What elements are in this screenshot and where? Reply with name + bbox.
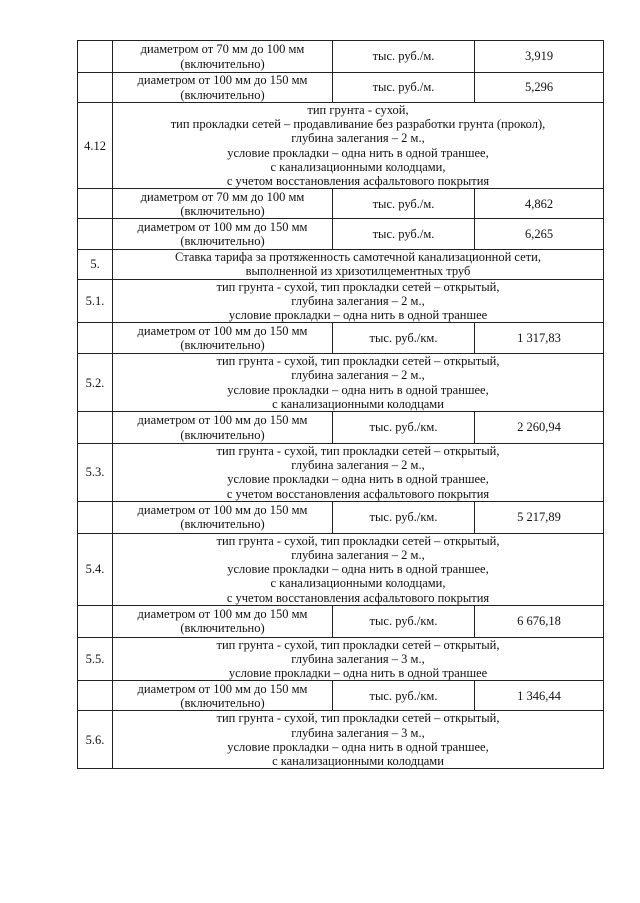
tariff-table [77, 40, 604, 769]
description-line: тип грунта - сухой, тип прокладки сетей – открытый, [216, 711, 500, 726]
section-header-row [78, 279, 604, 323]
unit-cell: тыс. руб./км. [333, 323, 475, 354]
tariff-value-row [78, 605, 604, 637]
diameter-text: диаметром от 70 мм до 100 мм [140, 42, 305, 57]
section-header-row [78, 533, 604, 605]
diameter-text: диаметром от 100 мм до 150 мм [137, 681, 308, 696]
tariff-value-row [78, 189, 604, 219]
description-line: тип грунта - сухой, [307, 103, 409, 117]
section-number: 5.1. [78, 279, 113, 323]
row-number-cell [78, 189, 113, 219]
section-description [113, 354, 604, 412]
unit-cell: тыс. руб./м. [333, 41, 475, 73]
tariff-value-cell: 3,919 [475, 41, 604, 73]
diameter-text: диаметром от 100 мм до 150 мм [137, 220, 308, 235]
diameter-cell [113, 412, 333, 444]
diameter-cell [113, 41, 333, 73]
unit-cell: тыс. руб./км. [333, 501, 475, 533]
tariff-value-cell: 6 676,18 [475, 605, 604, 637]
diameter-text: (включительно) [180, 517, 265, 532]
description-line: глубина залегания – 2 м., [291, 131, 425, 146]
tariff-value-cell: 2 260,94 [475, 412, 604, 444]
tariff-value-cell: 6,265 [475, 219, 604, 250]
diameter-text: (включительно) [180, 338, 265, 353]
unit-cell: тыс. руб./км. [333, 681, 475, 711]
unit-cell: тыс. руб./км. [333, 605, 475, 637]
description-line: глубина залегания – 3 м., [291, 652, 425, 667]
diameter-text: диаметром от 100 мм до 150 мм [137, 607, 308, 622]
description-line: тип грунта - сухой, тип прокладки сетей – открытый, [216, 444, 500, 459]
section-number: 5. [78, 250, 113, 279]
description-line: условие прокладки – одна нить в одной траншее, [227, 562, 489, 577]
unit-cell: тыс. руб./м. [333, 73, 475, 103]
tariff-value-cell: 1 317,83 [475, 323, 604, 354]
tariff-value-row [78, 73, 604, 103]
section-header-row [78, 354, 604, 412]
section-header-row [78, 444, 604, 502]
unit-cell: тыс. руб./м. [333, 189, 475, 219]
section-header-row [78, 103, 604, 189]
section-description [113, 250, 604, 279]
section-number: 5.5. [78, 637, 113, 681]
diameter-text: диаметром от 70 мм до 100 мм [140, 189, 305, 204]
section-header-row [78, 637, 604, 681]
description-line: глубина залегания – 2 м., [291, 458, 425, 473]
diameter-text: (включительно) [180, 56, 265, 71]
tariff-value-cell: 5,296 [475, 73, 604, 103]
diameter-cell [113, 681, 333, 711]
section-number: 5.2. [78, 354, 113, 412]
diameter-text: (включительно) [180, 695, 265, 710]
diameter-cell [113, 219, 333, 250]
description-line: тип грунта - сухой, тип прокладки сетей – открытый, [216, 637, 500, 652]
row-number-cell [78, 323, 113, 354]
diameter-text: диаметром от 100 мм до 150 мм [137, 73, 308, 88]
row-number-cell [78, 605, 113, 637]
diameter-text: (включительно) [180, 203, 265, 218]
description-line: Ставка тарифа за протяженность самотечной канализационной сети, [175, 250, 541, 265]
diameter-cell [113, 605, 333, 637]
description-line: условие прокладки – одна нить в одной траншее, [227, 472, 489, 487]
description-line: с канализационными колодцами, [270, 159, 446, 174]
diameter-text: диаметром от 100 мм до 150 мм [137, 503, 308, 518]
description-line: условие прокладки – одна нить в одной траншее, [227, 739, 489, 754]
section-description [113, 637, 604, 681]
description-line: глубина залегания – 2 м., [291, 293, 425, 308]
description-line: выполненной из хризотилцементных труб [245, 264, 471, 279]
diameter-text: (включительно) [180, 427, 265, 442]
tariff-value-cell: 1 346,44 [475, 681, 604, 711]
description-line: условие прокладки – одна нить в одной траншее [228, 308, 488, 323]
row-number-cell [78, 412, 113, 444]
row-number-cell [78, 501, 113, 533]
diameter-cell [113, 73, 333, 103]
row-number-cell [78, 219, 113, 250]
section-number: 5.4. [78, 533, 113, 605]
description-line: условие прокладки – одна нить в одной траншее, [227, 145, 489, 160]
tariff-value-cell: 4,862 [475, 189, 604, 219]
section-number: 5.3. [78, 444, 113, 502]
section-description [113, 533, 604, 605]
diameter-cell [113, 189, 333, 219]
tariff-value-row [78, 412, 604, 444]
diameter-text: (включительно) [180, 234, 265, 249]
diameter-text: диаметром от 100 мм до 150 мм [137, 413, 308, 428]
section-description [113, 711, 604, 769]
unit-cell: тыс. руб./м. [333, 219, 475, 250]
diameter-cell [113, 501, 333, 533]
section-description [113, 444, 604, 502]
section-header-row [78, 250, 604, 279]
description-line: условие прокладки – одна нить в одной траншее [228, 666, 488, 681]
tariff-value-row [78, 41, 604, 73]
description-line: глубина залегания – 3 м., [291, 725, 425, 740]
description-line: с канализационными колодцами, [270, 576, 446, 591]
diameter-text: диаметром от 100 мм до 150 мм [137, 324, 308, 339]
description-line: тип грунта - сухой, тип прокладки сетей – открытый, [216, 354, 500, 369]
description-line: глубина залегания – 2 м., [291, 368, 425, 383]
description-line: тип грунта - сухой, тип прокладки сетей – открытый, [216, 533, 500, 548]
description-line: с учетом восстановления асфальтового покрытия [226, 486, 490, 501]
description-line: условие прокладки – одна нить в одной траншее, [227, 382, 489, 397]
description-line: с канализационными колодцами [272, 754, 444, 769]
description-line: с учетом восстановления асфальтового покрытия [226, 174, 490, 189]
row-number-cell [78, 41, 113, 73]
description-line: с учетом восстановления асфальтового покрытия [226, 590, 490, 605]
description-line: глубина залегания – 2 м., [291, 548, 425, 563]
tariff-value-row [78, 323, 604, 354]
tariff-value-row [78, 219, 604, 250]
diameter-text: (включительно) [180, 87, 265, 102]
diameter-cell [113, 323, 333, 354]
description-line: тип прокладки сетей – продавливание без разработки грунта (прокол), [170, 117, 546, 132]
section-number: 5.6. [78, 711, 113, 769]
section-number: 4.12 [78, 103, 113, 189]
description-line: с канализационными колодцами [272, 396, 444, 411]
unit-cell: тыс. руб./км. [333, 412, 475, 444]
row-number-cell [78, 73, 113, 103]
row-number-cell [78, 681, 113, 711]
tariff-value-row [78, 501, 604, 533]
section-header-row [78, 711, 604, 769]
section-description [113, 279, 604, 323]
tariff-value-row [78, 681, 604, 711]
section-description [113, 103, 604, 189]
diameter-text: (включительно) [180, 621, 265, 636]
tariff-value-cell: 5 217,89 [475, 501, 604, 533]
description-line: тип грунта - сухой, тип прокладки сетей – открытый, [216, 279, 500, 294]
